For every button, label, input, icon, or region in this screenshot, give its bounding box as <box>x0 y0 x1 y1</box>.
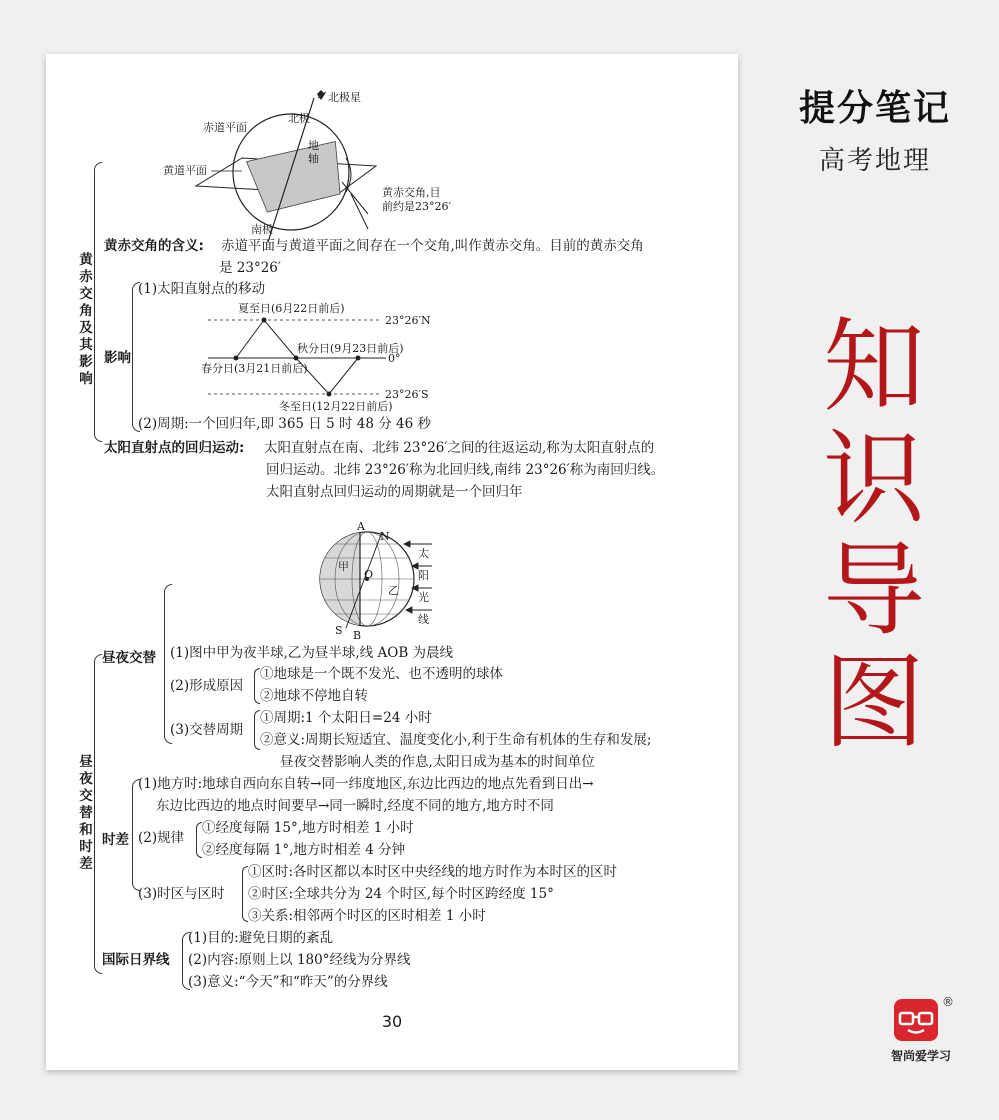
axis-label: 地轴 <box>308 139 319 165</box>
sun-char-3: 光 <box>418 591 429 604</box>
big-char-1: 知 <box>823 308 925 427</box>
spring-equinox-label: 春分日(3月21日前后) <box>201 362 308 375</box>
rule-b: ②经度每隔 1°,地方时相差 4 分钟 <box>202 842 406 858</box>
cause-a: ①地球是一个既不发光、也不透明的球体 <box>260 666 503 682</box>
day-night-globe <box>46 54 738 654</box>
section2-brace <box>94 654 102 974</box>
book-title: 提分笔记 <box>798 88 951 129</box>
south-pole-label: 南极 <box>251 223 273 236</box>
sun-char-2: 阳 <box>418 569 429 582</box>
item-period: (2)周期:一个回归年,即 365 日 5 时 48 分 46 秒 <box>138 416 432 432</box>
local-time-2: 东边比西边的地点时间要早→同一瞬时,经度不同的地方,地方时不同 <box>156 798 554 814</box>
equator-plane-label: 赤道平面 <box>203 121 247 134</box>
point-a-label: A <box>357 520 365 533</box>
rule-a: ①经度每隔 15°,地方时相差 1 小时 <box>202 820 414 836</box>
item-sun-movement: (1)太阳直射点的移动 <box>138 281 266 297</box>
sun-char-1: 太 <box>418 547 429 560</box>
angle-label-2: 前约是23°26′ <box>382 200 451 213</box>
polaris-label: 北极星 <box>328 91 361 104</box>
ecliptic-plane-label: 黄道平面 <box>163 164 207 177</box>
point-b-label: B <box>353 629 362 642</box>
return-text-1: 太阳直射点在南、北纬 23°26′之间的往返运动,称为太阳直射点的 <box>264 440 655 456</box>
brand-logo <box>876 995 966 1075</box>
document-page <box>46 54 738 1070</box>
autumn-equinox-label: 秋分日(9月23日前后) <box>297 342 404 355</box>
daynight-cause-label: (2)形成原因 <box>170 678 244 694</box>
return-text-2: 回归运动。北纬 23°26′称为北回归线,南纬 23°26′称为南回归线。 <box>266 462 665 478</box>
period-a: ①周期:1 个太阳日=24 小时 <box>260 710 432 726</box>
winter-solstice-label: 冬至日(12月22日前后) <box>279 400 393 413</box>
page-number: 30 <box>381 1012 403 1031</box>
timezone-c: ③关系:相邻两个时区的区时相差 1 小时 <box>248 908 486 924</box>
point-o-label: O <box>364 568 374 581</box>
point-n-label: N <box>380 530 390 543</box>
logo-text: 智尚爱学习 <box>890 1049 951 1063</box>
influence-label: 影响 <box>104 350 131 366</box>
yi-label: 乙 <box>388 584 399 597</box>
n-tropic-label: 23°26′N <box>385 314 431 327</box>
timezone-a: ①区时:各时区都以本时区中央经线的地方时作为本时区的区时 <box>248 864 618 880</box>
section1-title: 黄赤交角及其影响 <box>79 252 93 387</box>
big-char-2: 识 <box>823 420 925 539</box>
sun-char-4: 线 <box>418 613 429 626</box>
registered-mark: ® <box>942 995 954 1009</box>
dateline-item-1: (1)目的:避免日期的紊乱 <box>188 930 334 946</box>
logo-glasses-icon <box>894 999 938 1041</box>
section2-title: 昼夜交替和时差 <box>79 754 93 872</box>
daynight-item-1: (1)图中甲为夜半球,乙为昼半球,线 AOB 为晨线 <box>170 645 454 661</box>
meaning-label: 黄赤交角的含义: <box>104 238 204 254</box>
jia-label: 甲 <box>338 560 349 573</box>
period-c: 昼夜交替影响人类的作息,太阳日成为基本的时间单位 <box>280 754 595 770</box>
return-text-3: 太阳直射点回归运动的周期就是一个回归年 <box>266 484 523 500</box>
point-s-label: S <box>335 624 343 637</box>
return-motion-label: 太阳直射点的回归运动: <box>104 440 245 456</box>
equator-label: 0° <box>388 352 401 365</box>
period-b: ②意义:周期长短适宜、温度变化小,利于生命有机体的生存和发展; <box>260 732 652 748</box>
dateline-label: 国际日界线 <box>102 952 170 968</box>
local-time-1: (1)地方时:地球自西向东自转→同一纬度地区,东边比西边的地点先看到日出→ <box>138 776 594 792</box>
dateline-item-2: (2)内容:原则上以 180°经线为分界线 <box>188 952 411 968</box>
time-diff-label: 时差 <box>102 832 129 848</box>
cause-b: ②地球不停地自转 <box>260 688 368 704</box>
s-tropic-label: 23°26′S <box>385 388 429 401</box>
summer-solstice-label: 夏至日(6月22日前后) <box>238 302 345 315</box>
daynight-label: 昼夜交替 <box>102 650 156 666</box>
book-subtitle: 高考地理 <box>818 146 931 176</box>
daynight-period-label: (3)交替周期 <box>170 722 244 738</box>
dateline-item-3: (3)意义:“今天”和“昨天”的分界线 <box>188 974 388 990</box>
big-char-3: 导 <box>823 532 925 651</box>
north-pole-label: 北极 <box>288 112 310 125</box>
rule-label: (2)规律 <box>138 830 185 846</box>
timezone-label: (3)时区与区时 <box>138 886 225 902</box>
timezone-b: ②时区:全球共分为 24 个时区,每个时区跨经度 15° <box>248 886 554 902</box>
meaning-text-1: 赤道平面与黄道平面之间存在一个交角,叫作黄赤交角。目前的黄赤交角 <box>221 238 644 254</box>
meaning-text-2: 是 23°26′ <box>219 260 281 276</box>
angle-label-1: 黄赤交角,目 <box>382 186 441 199</box>
big-char-4: 图 <box>823 644 925 763</box>
